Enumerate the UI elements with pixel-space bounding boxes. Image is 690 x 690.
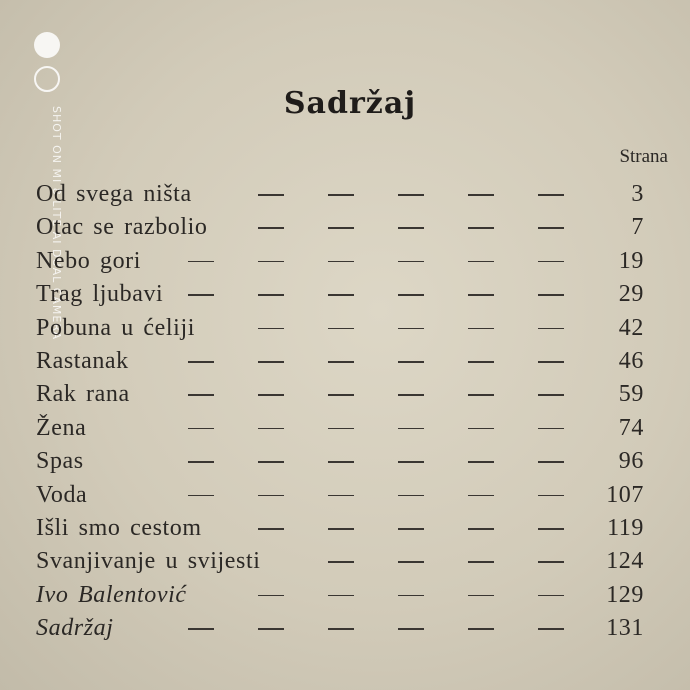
toc-entry-title: Svanjivanje u svijesti xyxy=(36,548,261,575)
leader-dash xyxy=(328,428,354,430)
leader-dash xyxy=(258,261,284,263)
leader-dash xyxy=(328,495,354,497)
leader-dash xyxy=(328,328,354,330)
leader-dash xyxy=(538,528,564,530)
leader-dash xyxy=(328,261,354,263)
toc-entry xyxy=(36,612,644,645)
toc-entry-title: Nebo gori xyxy=(36,247,142,274)
leader-dash xyxy=(398,561,424,563)
leader-dash xyxy=(468,194,494,196)
leader-dash xyxy=(258,528,284,530)
toc-entry-title: Žena xyxy=(36,414,87,441)
leader-dash xyxy=(538,394,564,396)
toc-entry-page: 74 xyxy=(618,414,644,441)
toc-entry-title: Trag ljubavi xyxy=(36,281,164,308)
leader-dash xyxy=(468,628,494,630)
toc-entry-title: Voda xyxy=(36,481,88,508)
leader-dash xyxy=(258,194,284,196)
toc-entry-title: Sadržaj xyxy=(36,615,114,642)
leader-dash xyxy=(538,227,564,229)
toc-entry-page: 119 xyxy=(607,514,644,541)
page-title: Sadržaj xyxy=(283,86,417,121)
toc-entry-title: Pobuna u ćeliji xyxy=(36,314,195,341)
leader-dash xyxy=(188,495,214,497)
leader-dash xyxy=(398,328,424,330)
toc-entry-title: Spas xyxy=(36,448,84,475)
toc-entry xyxy=(36,579,644,612)
leader-dash xyxy=(538,261,564,263)
leader-dash xyxy=(328,394,354,396)
watermark-text: SHOT ON MI 8 LITE AI DUAL CAMERA xyxy=(50,106,63,341)
toc-entry xyxy=(36,211,644,244)
leader-dash xyxy=(398,628,424,630)
toc-entry xyxy=(36,312,644,345)
toc-entry-page: 46 xyxy=(618,347,644,374)
toc-entry-title: Rastanak xyxy=(36,347,129,374)
leader-dash xyxy=(468,394,494,396)
leader-dash xyxy=(398,261,424,263)
leader-dash xyxy=(188,361,214,363)
leader-dash xyxy=(468,328,494,330)
leader-dash xyxy=(328,595,354,597)
leader-dash xyxy=(258,595,284,597)
leader-dash xyxy=(468,294,494,296)
toc-entry-title: Od svega ništa xyxy=(36,181,192,207)
leader-dash xyxy=(468,528,494,530)
leader-dash xyxy=(258,328,284,330)
toc-entry-page: 96 xyxy=(618,448,644,475)
leader-dash xyxy=(328,361,354,363)
leader-dash xyxy=(398,194,424,196)
leader-dash xyxy=(468,461,494,463)
leader-dash xyxy=(258,461,284,463)
leader-dash xyxy=(328,528,354,530)
leader-dash xyxy=(398,361,424,363)
toc-entry xyxy=(36,278,644,311)
toc-entry-page: 129 xyxy=(606,581,644,608)
leader-dash xyxy=(538,361,564,363)
toc-entry xyxy=(36,545,644,578)
leader-dash xyxy=(328,194,354,196)
leader-dash xyxy=(538,561,564,563)
leader-dash xyxy=(188,628,214,630)
leader-dash xyxy=(538,595,564,597)
page-column-header: Strana xyxy=(619,146,668,167)
leader-dash xyxy=(328,628,354,630)
leader-dash xyxy=(538,328,564,330)
leader-dash xyxy=(328,227,354,229)
leader-dash xyxy=(468,227,494,229)
leader-dash xyxy=(398,294,424,296)
leader-dash xyxy=(188,461,214,463)
leader-dash xyxy=(398,528,424,530)
toc-entry-page: 19 xyxy=(618,247,644,274)
leader-dash xyxy=(328,294,354,296)
toc-entry xyxy=(36,345,644,378)
leader-dash xyxy=(468,595,494,597)
toc-entry xyxy=(36,479,644,512)
leader-dash xyxy=(258,227,284,229)
toc-entry-page: 131 xyxy=(606,615,644,642)
leader-dash xyxy=(398,461,424,463)
table-of-contents xyxy=(36,178,644,645)
toc-entry-title: Ivo Balentović xyxy=(36,581,187,608)
leader-dash xyxy=(258,495,284,497)
leader-dash xyxy=(398,595,424,597)
leader-dash xyxy=(538,294,564,296)
leader-dash xyxy=(188,428,214,430)
toc-entry xyxy=(36,412,644,445)
leader-dash xyxy=(468,361,494,363)
leader-dash xyxy=(188,394,214,396)
leader-dash xyxy=(468,561,494,563)
leader-dash xyxy=(538,428,564,430)
toc-entry-page: 7 xyxy=(631,214,644,241)
toc-entry-page: 107 xyxy=(606,481,644,508)
toc-entry-page: 42 xyxy=(618,314,644,341)
leader-dash xyxy=(538,495,564,497)
leader-dash xyxy=(538,461,564,463)
leader-dash xyxy=(328,561,354,563)
leader-dash xyxy=(398,428,424,430)
leader-dash xyxy=(258,628,284,630)
toc-entry-page: 3 xyxy=(631,181,644,207)
toc-entry-page: 124 xyxy=(606,548,644,575)
toc-entry xyxy=(36,445,644,478)
toc-entry-title: Išli smo cestom xyxy=(36,514,202,541)
leader-dash xyxy=(398,227,424,229)
leader-dash xyxy=(188,261,214,263)
leader-dash xyxy=(538,194,564,196)
leader-dash xyxy=(468,428,494,430)
leader-dash xyxy=(398,394,424,396)
toc-entry xyxy=(36,378,644,411)
toc-entry xyxy=(36,245,644,278)
leader-dash xyxy=(328,461,354,463)
leader-dash xyxy=(258,394,284,396)
leader-dash xyxy=(398,495,424,497)
leader-dash xyxy=(468,495,494,497)
leader-dash xyxy=(258,294,284,296)
toc-entry-page: 29 xyxy=(618,281,644,308)
toc-entry-page: 59 xyxy=(618,381,644,408)
toc-entry-title: Otac se razbolio xyxy=(36,214,208,241)
leader-dash xyxy=(258,361,284,363)
watermark-dot-icon xyxy=(34,32,60,58)
leader-dash xyxy=(538,628,564,630)
toc-entry xyxy=(36,178,644,211)
leader-dash xyxy=(258,428,284,430)
toc-entry-title: Rak rana xyxy=(36,381,130,408)
toc-entry xyxy=(36,512,644,545)
leader-dash xyxy=(468,261,494,263)
leader-dash xyxy=(188,294,214,296)
